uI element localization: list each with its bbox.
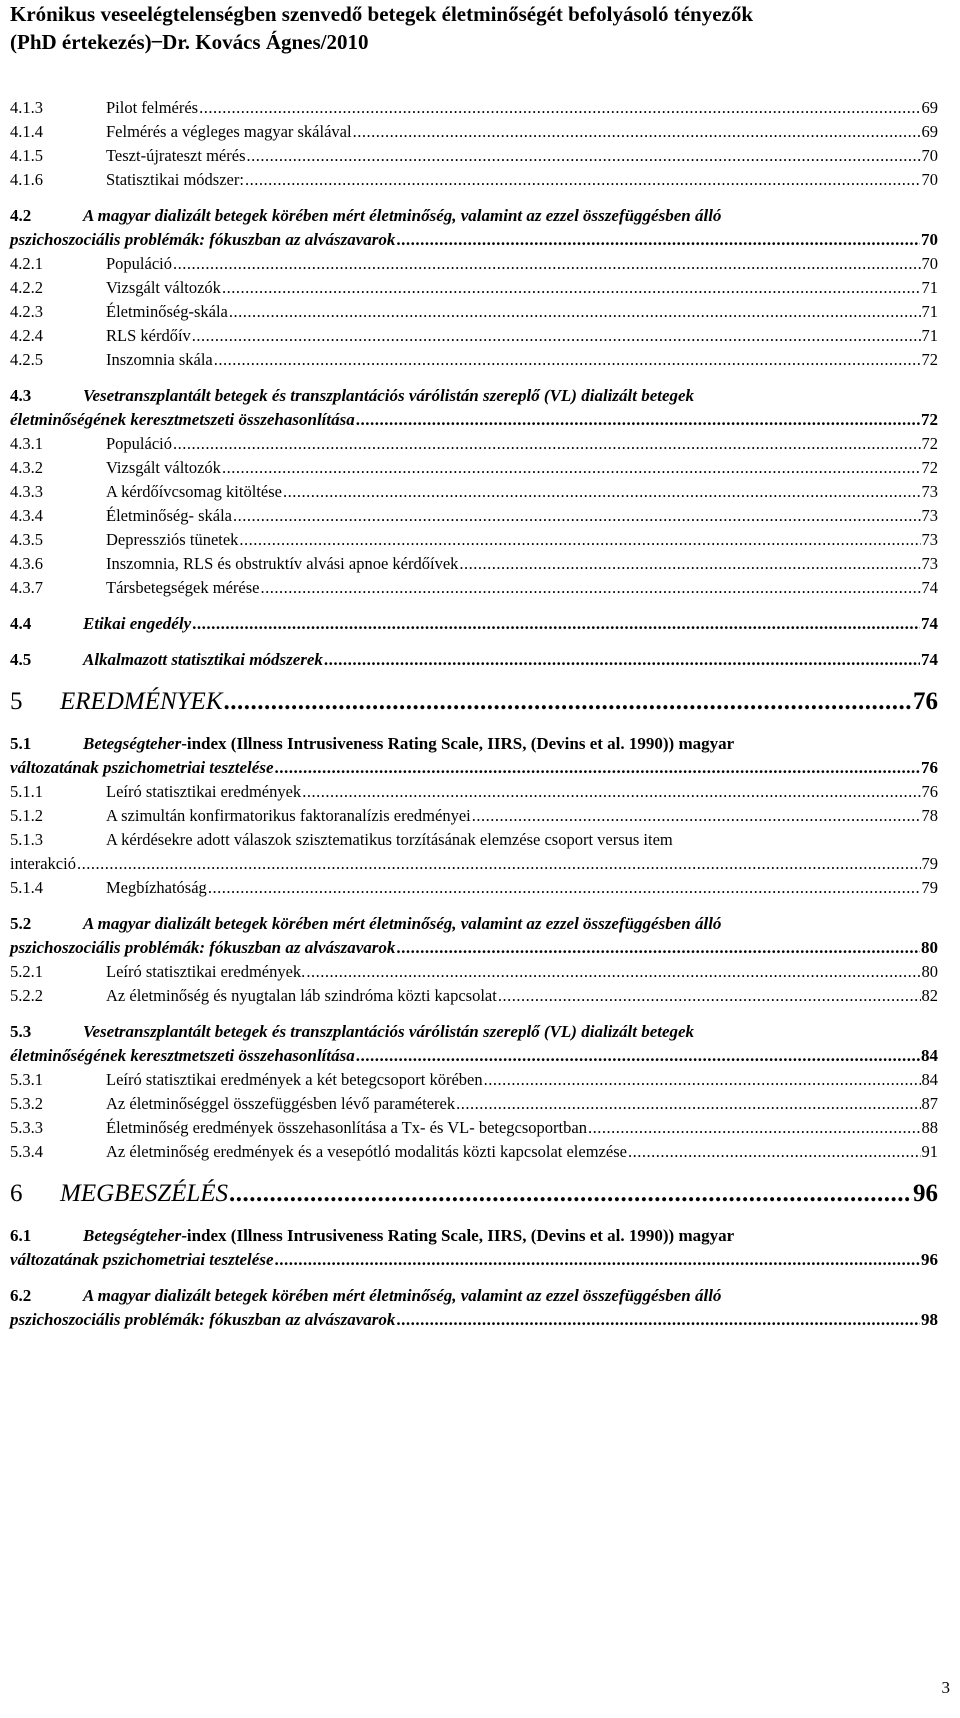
toc-entry-4-3-3[interactable]: 4.3.3 A kérdőívcsomag kitöltése ..... 73 (10, 480, 938, 504)
toc-entry-5-1-1[interactable]: 5.1.1 Leíró statisztikai eredmények ..... 76 (10, 780, 938, 804)
toc-entry-4-1-3[interactable]: 4.1.3 Pilot felmérés ..... 69 (10, 96, 938, 120)
toc-entry-6-1-cont[interactable]: változatának pszichometriai tesztelése ..... 96 (10, 1248, 938, 1272)
toc-entry-4-4[interactable]: 4.4 Etikai engedély ..... 74 (10, 612, 938, 636)
toc-entry-4-5[interactable]: 4.5 Alkalmazott statisztikai módszerek ..... 74 (10, 648, 938, 672)
toc-entry-5-2-1[interactable]: 5.2.1 Leíró statisztikai eredmények. ..... 80 (10, 960, 938, 984)
toc-entry-5-1-cont[interactable]: változatának pszichometriai tesztelése ..... 76 (10, 756, 938, 780)
toc-entry-5-1[interactable]: 5.1 Betegségteher-index (Illness Intrusiveness Rating Scale, IIRS, (Devins et al. 1990)) magyar (10, 734, 735, 753)
toc-entry-4-2[interactable]: 4.2 A magyar dializált betegek körében mért életminőség, valamint az ezzel összefüggésben álló (10, 206, 722, 225)
toc-entry-5-3-1[interactable]: 5.3.1 Leíró statisztikai eredmények a két betegcsoport körében ..... 84 (10, 1068, 938, 1092)
toc-entry-5-2[interactable]: 5.2 A magyar dializált betegek körében mért életminőség, valamint az ezzel összefüggésben álló (10, 914, 722, 933)
toc-entry-6-1[interactable]: 6.1 Betegségteher-index (Illness Intrusiveness Rating Scale, IIRS, (Devins et al. 1990)) magyar (10, 1226, 735, 1245)
toc-entry-4-2-5[interactable]: 4.2.5 Inszomnia skála ..... 72 (10, 348, 938, 372)
toc-entry-5-1-2[interactable]: 5.1.2 A szimultán konfirmatorikus faktoranalízis eredményei ..... 78 (10, 804, 938, 828)
toc-entry-4-2-cont[interactable]: pszichoszociális problémák: fókuszban az alvászavarok ..... 70 (10, 228, 938, 252)
toc-entry-5-1-3[interactable]: 5.1.3 A kérdésekre adott válaszok szisztematikus torzításának elemzése csoport versus item (10, 830, 673, 849)
table-of-contents (10, 96, 938, 1332)
toc-entry-5-3-4[interactable]: 5.3.4 Az életminőség eredmények és a vesepótló modalitás közti kapcsolat elemzése ..... 91 (10, 1140, 938, 1164)
toc-entry-5-3-cont[interactable]: életminőségének keresztmetszeti összehasonlítása ..... 84 (10, 1044, 938, 1068)
toc-entry-4-1-4[interactable]: 4.1.4 Felmérés a végleges magyar skálával ..... 69 (10, 120, 938, 144)
toc-entry-4-3-7[interactable]: 4.3.7 Társbetegségek mérése ..... 74 (10, 576, 938, 600)
toc-entry-4-1-5[interactable]: 4.1.5 Teszt-újrateszt mérés ..... 70 (10, 144, 938, 168)
toc-entry-4-3-6[interactable]: 4.3.6 Inszomnia, RLS és obstruktív alvási apnoe kérdőívek ..... 73 (10, 552, 938, 576)
document-header (10, 0, 950, 56)
toc-entry-5-3-2[interactable]: 5.3.2 Az életminőséggel összefüggésben lévő paraméterek ..... 87 (10, 1092, 938, 1116)
header-title: Krónikus veseelégtelenségben szenvedő betegek életminőségét befolyásoló tényezők (10, 2, 754, 26)
toc-entry-4-3-5[interactable]: 4.3.5 Depressziós tünetek ..... 73 (10, 528, 938, 552)
toc-entry-4-3-cont[interactable]: életminőségének keresztmetszeti összehasonlítása ..... 72 (10, 408, 938, 432)
toc-entry-4-2-1[interactable]: 4.2.1 Populáció ..... 70 (10, 252, 938, 276)
toc-entry-4-3-1[interactable]: 4.3.1 Populáció ..... 72 (10, 432, 938, 456)
toc-entry-6-2[interactable]: 6.2 A magyar dializált betegek körében mért életminőség, valamint az ezzel összefüggésben álló (10, 1286, 722, 1305)
header-subtitle: (PhD értekezés) ̶ Dr. Kovács Ágnes/2010 (10, 30, 369, 54)
toc-entry-6[interactable]: 6 MEGBESZÉLÉS ..... 96 (10, 1176, 938, 1212)
toc-entry-5-3-3[interactable]: 5.3.3 Életminőség eredmények összehasonlítása a Tx- és VL- betegcsoportban ..... 88 (10, 1116, 938, 1140)
toc-entry-4-2-3[interactable]: 4.2.3 Életminőség-skála ..... 71 (10, 300, 938, 324)
toc-entry-4-2-2[interactable]: 4.2.2 Vizsgált változók ..... 71 (10, 276, 938, 300)
toc-entry-5-2-cont[interactable]: pszichoszociális problémák: fókuszban az alvászavarok ..... 80 (10, 936, 938, 960)
toc-entry-5-3[interactable]: 5.3 Vesetranszplantált betegek és transzplantációs várólistán szereplő (VL) dializált betegek (10, 1022, 695, 1041)
toc-entry-6-2-cont[interactable]: pszichoszociális problémák: fókuszban az alvászavarok ..... 98 (10, 1308, 938, 1332)
toc-entry-4-2-4[interactable]: 4.2.4 RLS kérdőív ..... 71 (10, 324, 938, 348)
toc-entry-4-3-2[interactable]: 4.3.2 Vizsgált változók ..... 72 (10, 456, 938, 480)
toc-entry-5[interactable]: 5 EREDMÉNYEK ..... 76 (10, 684, 938, 720)
page-number: 3 (941, 1678, 950, 1697)
toc-entry-4-1-6[interactable]: 4.1.6 Statisztikai módszer: ..... 70 (10, 168, 938, 192)
toc-entry-4-3[interactable]: 4.3 Vesetranszplantált betegek és transzplantációs várólistán szereplő (VL) dializált betegek (10, 386, 695, 405)
toc-entry-5-1-3-cont[interactable]: interakció ..... 79 (10, 852, 938, 876)
toc-entry-5-2-2[interactable]: 5.2.2 Az életminőség és nyugtalan láb szindróma közti kapcsolat ..... 82 (10, 984, 938, 1008)
toc-entry-4-3-4[interactable]: 4.3.4 Életminőség- skála ..... 73 (10, 504, 938, 528)
toc-entry-5-1-4[interactable]: 5.1.4 Megbízhatóság ..... 79 (10, 876, 938, 900)
